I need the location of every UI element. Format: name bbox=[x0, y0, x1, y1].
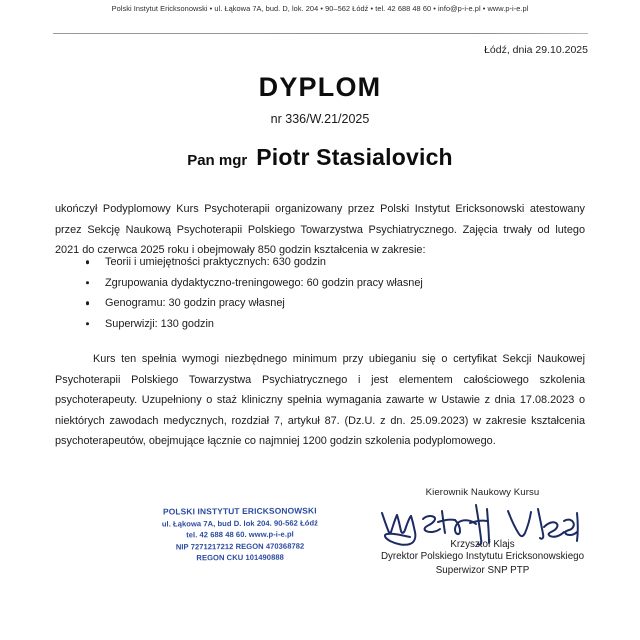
issue-date: Łódź, dnia 29.10.2025 bbox=[484, 44, 588, 56]
signature-role-title: Kierownik Naukowy Kursu bbox=[425, 487, 540, 498]
recipient-line bbox=[0, 144, 640, 171]
recipient-honorific: Pan mgr bbox=[187, 152, 248, 169]
handwritten-signature-icon bbox=[345, 499, 620, 546]
list-item bbox=[55, 293, 585, 314]
bullet-dot-icon bbox=[86, 302, 89, 305]
bullet-dot-icon bbox=[86, 322, 89, 325]
list-item bbox=[55, 273, 585, 294]
paragraph-certification-requirements: Kurs ten spełnia wymogi niezbędnego minimum przy ubieganiu się o certyfikat Sekcji Naukowej Psychoterapii Polskiego Towarzystwa Psychiatrycznego i jest elementem całościowego szkolenia psychoterapeuty. Uzupełniony o staż kliniczny spełnia wymagania zawarte w Ustawie z dnia 17.08.2023 o niektórych zawodach medycznych, rozdział 7, artykuł 87. (Dz.U. z dn. 25.09.2023) w zakresie kształcenia psychoterapeutów, obejmujące łącznie co najmniej 1200 godzin szkolenia podyplomowego. bbox=[55, 353, 585, 447]
signature-block bbox=[345, 487, 620, 578]
list-item-label: Zgrupowania dydaktyczno-treningowego: 60 godzin pracy własnej bbox=[105, 276, 423, 289]
signatory-supervisor-line: Superwizor SNP PTP bbox=[435, 565, 530, 576]
signatory-name: Krzysztof Klajs bbox=[450, 539, 515, 550]
list-item-label: Teorii i umiejętności praktycznych: 630 godzin bbox=[105, 256, 326, 268]
stamp-line-address: ul. Łąkowa 7A, bud D. lok 204. 90-562 Łódź bbox=[161, 518, 319, 529]
recipient-name: Piotr Stasialovich bbox=[256, 144, 453, 170]
list-item bbox=[55, 252, 585, 273]
paragraph-course-description: ukończył Podyplomowy Kurs Psychoterapii organizowany przez Polski Instytut Ericksonowski atestowany przez Sekcję Naukową Psychoterapii Polskiego Towarzystwa Psychiatrycznego. Zajęcia trwały od lutego 2021 do czerwca 2025 roku i obejmowały 850 godzin kształcenia w zakresie: bbox=[55, 203, 585, 256]
stamp-line-regon-cku: REGON CKU 101490888 bbox=[196, 553, 284, 563]
stamp-line-contact: tel. 42 688 48 60. www.p-i-e.pl bbox=[186, 529, 294, 540]
list-item bbox=[55, 314, 585, 335]
diploma-number: nr 336/W.21/2025 bbox=[270, 112, 370, 126]
bullet-dot-icon bbox=[86, 261, 89, 264]
stamp-line-nip-regon: NIP 7271217212 REGON 470368782 bbox=[175, 541, 305, 552]
list-item-label: Superwizji: 130 godzin bbox=[105, 317, 214, 330]
letterhead-contact-line: Polski Instytut Ericksonowski • ul. Łąkowa 7A, bud. D, lok. 204 • 90–562 Łódź • tel. 42 688 48 60 • info@p-i-e.pl • www.p-i-e.pl bbox=[111, 4, 529, 13]
signatory-title: Dyrektor Polskiego Instytutu Ericksonowskiego bbox=[380, 551, 585, 562]
header-divider-rule bbox=[53, 33, 588, 34]
page-title: DYPLOM bbox=[258, 72, 382, 102]
stamp-line-title: POLSKI INSTYTUT ERICKSONOWSKI bbox=[162, 505, 317, 517]
bullet-dot-icon bbox=[86, 281, 89, 284]
list-item-label: Genogramu: 30 godzin pracy własnej bbox=[105, 297, 285, 310]
curriculum-list bbox=[55, 252, 585, 334]
institute-stamp bbox=[140, 505, 340, 564]
